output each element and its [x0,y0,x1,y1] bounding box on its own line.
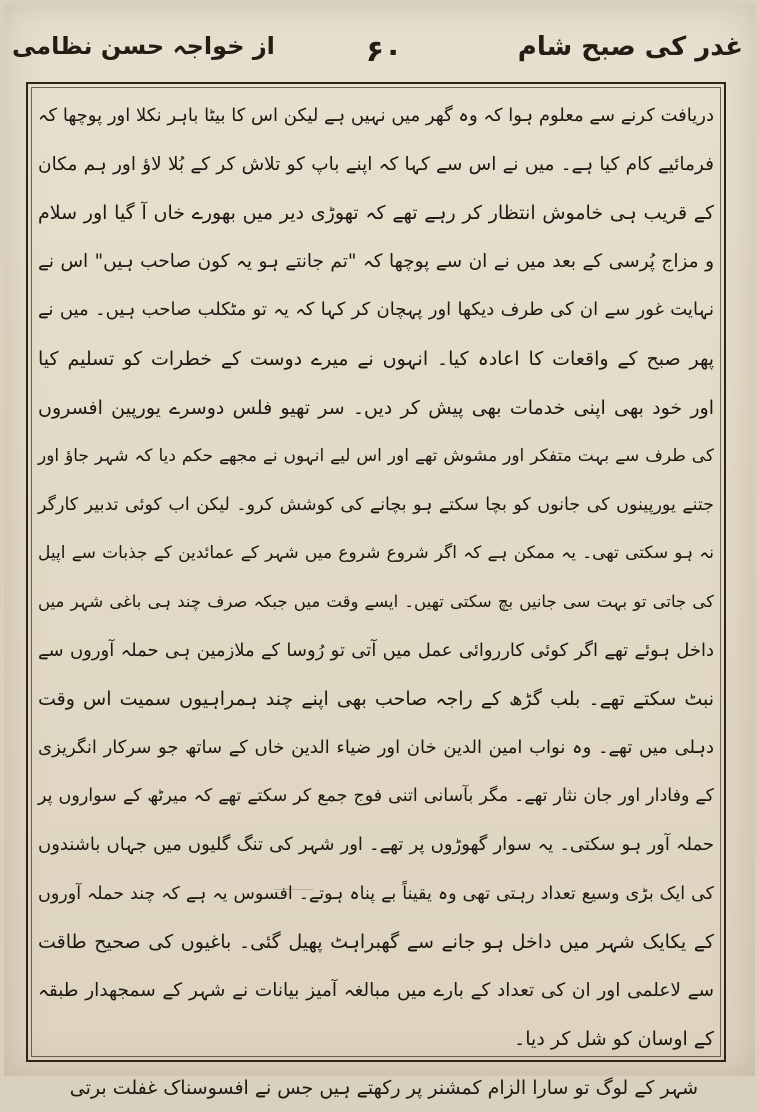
text-line-9: جتنے یورپینوں کی جانوں کو بچا سکتے ہو بچانے کی کوشش کرو۔ لیکن اب کوئی تدبیر کارگر [38,494,714,515]
book-title-header: غدر کی صبح شام [517,32,743,62]
page-number: ۶۰ [365,34,403,69]
text-line-10: نہ ہو سکتی تھی۔ یہ ممکن ہے کہ اگر شروع شروع میں شہر کے عمائدین کے جذبات سے اپیل [38,543,714,564]
text-line-6: پھر صبح کے واقعات کا اعادہ کیا۔ انہوں نے میرے دوست کے خطرات کو تسلیم کیا [38,347,714,370]
text-line-3: کے قریب ہی خاموش انتظار کر رہے تھے کہ تھوڑی دیر میں بھورے خاں آ گیا اور سلام [38,202,714,225]
text-line-11: کی جاتی تو بہت سی جانیں بچ سکتی تھیں۔ ایسے وقت میں جبکہ صرف چند ہی باغی شہر میں [38,591,714,611]
page-header [4,22,755,72]
text-line-17: کی ایک بڑی وسیع تعداد رہتی تھی وہ یقیناً بے پناہ ہوتے۔ افسوس یہ ہے کہ چند حملہ آوروں [38,883,714,904]
book-page [4,4,755,1099]
text-line-5: نہایت غور سے ان کی طرف دیکھا اور پہچان کر کہا کہ یہ تو مٹکلب صاحب ہیں۔ میں نے [38,299,714,321]
text-line-16: حملہ آور ہو سکتی۔ یہ سوار گھوڑوں پر تھے۔ اور شہر کی تنگ گلیوں میں جہاں باشندوں [38,833,714,855]
text-line-21: شہر کے لوگ تو سارا الزام کمشنر پر رکھتے ہیں جس نے افسوسناک غفلت برتی [69,1076,698,1099]
text-line-2: فرمائیے کام کیا ہے۔ میں نے اس سے کہا کہ اپنے باپ کو تلاش کر کے بُلا لاؤ اور ہم مکان [38,153,714,175]
text-line-20: کے اوسان کو شل کر دیا۔ [514,1028,714,1051]
text-line-15: کے وفادار اور جان نثار تھے۔ مگر بآسانی اتنی فوج جمع کر سکتے تھے کہ میرٹھ کے سواروں پر [38,786,714,807]
text-line-13: نبٹ سکتے تھے۔ بلب گڑھ کے راجہ صاحب بھی اپنے چند ہمراہیوں سمیت اس وقت [38,688,714,711]
text-line-1: دریافت کرنے سے معلوم ہوا کہ وہ گھر میں نہیں ہے لیکن اس کا بیٹا باہر نکلا اور پوچھا کہ [38,105,714,126]
text-line-19: سے لاعلمی اور ان کی تعداد کے بارے میں مبالغہ آمیز بیانات نے شہر کے سمجھدار طبقہ [38,979,714,1001]
text-line-18: کے یکایک شہر میں داخل ہو جانے سے گھبراہٹ پھیل گئی۔ باغیوں کی صحیح طاقت [38,931,714,954]
pencil-mark [274,889,314,910]
text-line-14: دہلی میں تھے۔ وہ نواب امین الدین خان اور ضیاء الدین خاں کے ساتھ جو سرکار انگریزی [38,736,714,758]
text-line-8: کی طرف سے بہت متفکر اور مشوش تھے اور اس لیے انہوں نے مجھے حکم دیا کہ شہر جاؤ اور [38,446,714,467]
text-line-4: و مزاج پُرسی کے بعد میں نے ان سے پوچھا کہ "تم جانتے ہو یہ کون صاحب ہیں" اس نے [38,250,714,272]
text-line-7: اور خود بھی اپنی خدمات بھی پیش کر دیں۔ سر تھیو فلس دوسرے یورپین افسروں [38,396,714,419]
author-header: از خواجہ حسن نظامی [12,32,275,60]
body-text [34,92,724,1112]
text-line-12: داخل ہوئے تھے اگر کوئی کارروائی عمل میں آتی تو رُوسا کے ملازمین ہی حملہ آوروں سے [38,639,714,661]
